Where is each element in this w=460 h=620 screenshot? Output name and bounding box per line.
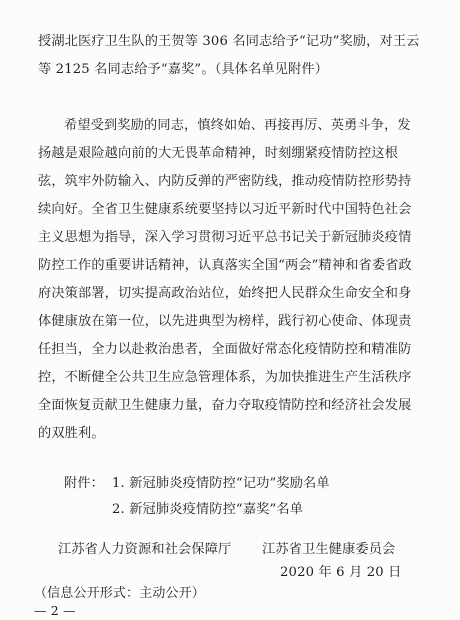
paragraph-main-line-12: 的双胜利。	[38, 426, 105, 441]
signature-date: 2020 年 6 月 20 日	[280, 565, 402, 580]
paragraph-continuation-line-1: 授湖北医疗卫生队的王贺等 306 名同志给予“记功”奖励，对王云	[38, 34, 420, 49]
paragraph-main-line-10: 控，不断健全公共卫生应急管理体系，为加快推进生产生活秩序	[38, 370, 412, 385]
paragraph-main-line-5: 主义思想为指导，深入学习贯彻习近平总书记关于新冠肺炎疫情	[38, 230, 412, 245]
paragraph-main-line-2: 扬越是艰险越向前的大无畏革命精神，时刻绷紧疫情防控这根	[38, 146, 399, 161]
attachment-item-1: 1. 新冠肺炎疫情防控“记功”奖励名单	[112, 476, 330, 491]
paragraph-main-line-4: 续向好。全省卫生健康系统要坚持以习近平新时代中国特色社会	[38, 202, 412, 217]
page-number: — 2 —	[34, 603, 76, 618]
paragraph-main-line-3: 弦，筑牢外防输入、内防反弹的严密防线，推动疫情防控形势持	[38, 174, 412, 189]
paragraph-main-line-8: 体健康放在第一位，以先进典型为榜样，践行初心使命、体现责	[38, 314, 412, 329]
paragraph-main-line-11: 全面恢复贡献卫生健康力量，奋力夺取疫情防控和经济社会发展	[38, 398, 412, 413]
signature-org-hrss: 江苏省人力资源和社会保障厅	[58, 542, 232, 557]
paragraph-main-line-9: 任担当，全力以赴救治患者，全面做好常态化疫情防控和精准防	[38, 342, 412, 357]
signature-org-health: 江苏省卫生健康委员会	[262, 542, 396, 557]
paragraph-main-line-6: 防控工作的重要讲话精神，认真落实全国“两会”精神和省委省政	[38, 258, 412, 273]
paragraph-main-line-1: 希望受到奖励的同志，慎终如始、再接再厉、英勇斗争，发	[64, 118, 411, 133]
attachment-item-2: 2. 新冠肺炎疫情防控“嘉奖”名单	[112, 502, 304, 517]
attachments-label: 附件：	[64, 476, 105, 491]
public-info-note: （信息公开形式：主动公开）	[34, 586, 205, 601]
paragraph-main-line-7: 府决策部署，切实提高政治站位，始终把人民群众生命安全和身	[38, 286, 412, 301]
paragraph-continuation-line-2: 等 2125 名同志给予“嘉奖”。（具体名单见附件）	[38, 62, 329, 77]
